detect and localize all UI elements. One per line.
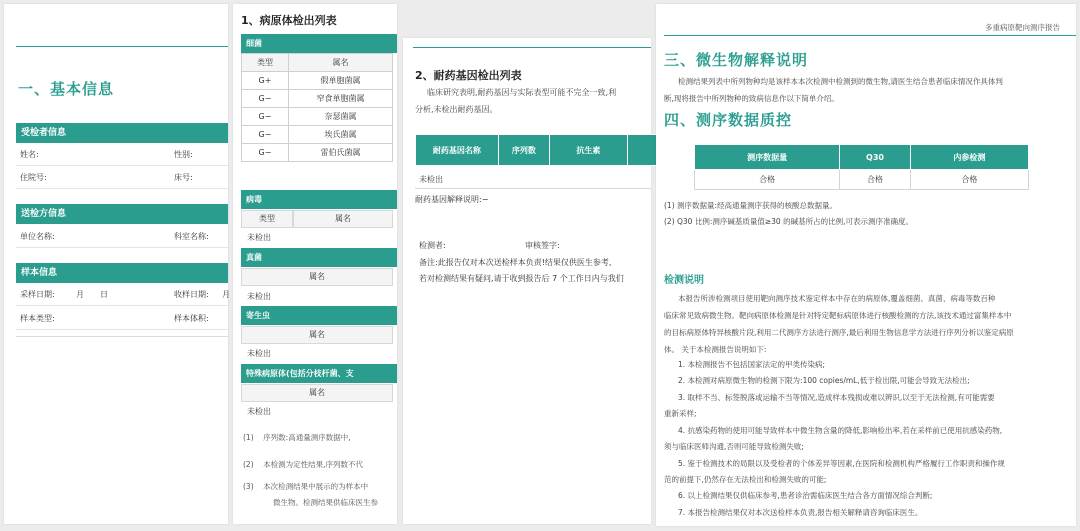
sample-info-bar: 样本信息 bbox=[16, 263, 228, 283]
bacteria-type-cell: G− bbox=[242, 126, 289, 144]
report-page-basic-info bbox=[4, 4, 228, 524]
bacteria-type-cell: G+ bbox=[242, 72, 289, 90]
collect-day: 日 bbox=[100, 290, 108, 299]
qc-value-cell: 合格 bbox=[840, 170, 911, 190]
method-line: 1. 本检测报告不包括国家法定的甲类传染病; bbox=[678, 360, 826, 369]
resistance-para-1: 临床研究表明,耐药基因与实际表型可能不完全一致,利 bbox=[427, 88, 617, 97]
qc-col-internal-control: 内参检测 bbox=[910, 145, 1028, 170]
method-line: 临床常见致病微生物。靶向病原体检测是针对特定靶标病原体进行核酸检测的方法,该技术通过富集样本中 bbox=[664, 311, 1012, 320]
note-1 bbox=[243, 432, 351, 443]
section-title-microbe-explanation: 三、微生物解释说明 bbox=[664, 51, 809, 69]
microbe-para-1: 检测结果列表中所列物种均是该样本本次检测中检测到的微生物,请医生结合患者临床情况作具体判 bbox=[678, 77, 1003, 86]
resistance-none: 未检出 bbox=[419, 175, 443, 184]
qc-col-data-volume: 测序数据量 bbox=[695, 145, 840, 170]
bacteria-genus-cell: 埃氏菌属 bbox=[289, 126, 393, 144]
special-none: 未检出 bbox=[247, 407, 271, 416]
method-line: 须与临床医师沟通,否则可能导致检测失败; bbox=[664, 442, 804, 451]
bacteria-type-cell: G− bbox=[242, 90, 289, 108]
bacteria-genus-cell: 假单胞菌属 bbox=[289, 72, 393, 90]
qc-header-row bbox=[695, 145, 1029, 170]
report-header-title: 多重病原靶向测序报告 bbox=[985, 23, 1060, 32]
method-line: 6. 以上检测结果仅供临床参考,患者诊治需临床医生结合各方面情况综合判断; bbox=[678, 491, 933, 500]
qc-value-cell: 合格 bbox=[910, 170, 1028, 190]
table-row bbox=[242, 144, 393, 162]
unit-row bbox=[16, 227, 228, 248]
method-line: 7. 本报告检测结果仅对本次送检样本负责,报告相关解释请咨询临床医生。 bbox=[678, 508, 923, 517]
bacteria-col-genus: 属名 bbox=[289, 54, 393, 72]
note-number: (2) bbox=[243, 460, 254, 469]
bacteria-table-header-row bbox=[242, 54, 393, 72]
qc-table bbox=[694, 144, 1029, 190]
method-line: 3. 取样不当、标签脱落或运输不当等情况,造成样本残损或难以辨识,以至于无法检测,有可能需要 bbox=[678, 393, 995, 402]
collect-date-row bbox=[16, 285, 228, 306]
special-pathogen-header: 特殊病原体(包括分枝杆菌、支 bbox=[241, 364, 397, 383]
method-line: 体。 关于本检测报告说明如下: bbox=[664, 345, 767, 354]
method-line: 重新采样; bbox=[664, 409, 697, 418]
inpatient-label: 住院号: bbox=[20, 173, 47, 182]
qc-note-1: (1) 测序数据量:经高通量测序获得的核酸总数据量。 bbox=[664, 201, 838, 210]
table-row bbox=[242, 108, 393, 126]
sample-type-row bbox=[16, 309, 228, 330]
dept-label: 科室名称: bbox=[174, 232, 209, 241]
collect-month: 月 bbox=[76, 290, 84, 299]
bacteria-genus-cell: 窄食单胞菌属 bbox=[289, 90, 393, 108]
section-title-qc: 四、测序数据质控 bbox=[664, 111, 793, 129]
fungi-header: 真菌 bbox=[241, 248, 397, 267]
remark-line-1: 备注:此报告仅对本次送检样本负责!结果仅供医生参考, bbox=[419, 258, 612, 267]
note-text: 序列数:高通量测序数据中, bbox=[263, 433, 351, 442]
microbe-para-2: 断,现将报告中所列物种的致病信息作以下简单介绍。 bbox=[664, 94, 839, 103]
bacteria-genus-cell: 奈瑟菌属 bbox=[289, 108, 393, 126]
resistance-gene-table bbox=[415, 134, 659, 166]
method-line: 本报告所涉检测项目使用靶向测序技术鉴定样本中存在的病原体,覆盖细菌、真菌、病毒等数百种 bbox=[678, 294, 996, 303]
method-line: 的目标病原体特异核酸片段,利用二代测序方法进行测序,最后利用生物信息学方法进行序列分析以鉴定病原 bbox=[664, 328, 1014, 337]
table-bottom-line bbox=[415, 188, 651, 189]
table-row bbox=[242, 72, 393, 90]
resistance-table-header bbox=[416, 135, 659, 166]
section-title-basic-info: 一、基本信息 bbox=[18, 80, 115, 98]
method-line: 2. 本检测对病原微生物的检测下限为:100 copies/mL,低于检出限,可能会导致无法检出; bbox=[678, 376, 970, 385]
table-row bbox=[695, 170, 1029, 190]
bed-label: 床号: bbox=[174, 173, 193, 182]
virus-col-type: 类型 bbox=[241, 210, 293, 228]
special-col-genus: 属名 bbox=[241, 384, 393, 402]
method-line: 5. 鉴于检测技术的局限以及受检者的个体差异等因素,在医院和检测机构严格履行工作职责和操作规 bbox=[678, 459, 1005, 468]
col-extra bbox=[627, 135, 658, 166]
table-row bbox=[242, 126, 393, 144]
sample-type-label: 样本类型: bbox=[20, 314, 55, 323]
bacteria-col-type: 类型 bbox=[242, 54, 289, 72]
sample-volume-label: 样本体积: bbox=[174, 314, 209, 323]
tester-label: 检测者: bbox=[419, 241, 446, 250]
unit-label: 单位名称: bbox=[20, 232, 55, 241]
header-rule bbox=[664, 35, 1076, 36]
receive-date-tail: 月 bbox=[222, 290, 230, 299]
virus-col-genus: 属名 bbox=[293, 210, 393, 228]
submitter-info-bar: 送检方信息 bbox=[16, 204, 228, 224]
fungi-none: 未检出 bbox=[247, 292, 271, 301]
parasite-none: 未检出 bbox=[247, 349, 271, 358]
note-text: 本检测为定性结果,序列数不代 bbox=[263, 460, 364, 469]
bottom-divider bbox=[16, 336, 228, 337]
col-antibiotic: 抗生素 bbox=[550, 135, 628, 166]
receive-date-label: 收样日期: bbox=[174, 290, 209, 299]
note-3 bbox=[243, 481, 368, 492]
bacteria-header: 细菌 bbox=[241, 34, 397, 53]
resistance-explain: 耐药基因解释说明:− bbox=[415, 195, 489, 204]
resistance-para-2: 分析,未检出耐药基因。 bbox=[415, 105, 498, 114]
report-page-interpretation bbox=[656, 4, 1076, 526]
virus-header: 病毒 bbox=[241, 190, 397, 209]
note-2 bbox=[243, 459, 363, 470]
patient-info-bar: 受检者信息 bbox=[16, 123, 228, 143]
qc-value-cell: 合格 bbox=[695, 170, 840, 190]
note-text: 微生物。检测结果供临床医生参 bbox=[273, 498, 378, 507]
remark-line-2: 若对检测结果有疑问,请于收到报告后 7 个工作日内与我们 bbox=[419, 274, 624, 283]
bacteria-type-cell: G− bbox=[242, 108, 289, 126]
bacteria-table bbox=[241, 53, 393, 162]
sex-label: 性别: bbox=[174, 150, 193, 159]
reviewer-label: 审核签字: bbox=[525, 241, 560, 250]
collect-date-label: 采样日期: bbox=[20, 290, 55, 299]
col-gene-name: 耐药基因名称 bbox=[416, 135, 499, 166]
note-3-continued bbox=[273, 497, 378, 508]
bacteria-genus-cell: 雷伯氏菌属 bbox=[289, 144, 393, 162]
pathogen-list-title: 1、病原体检出列表 bbox=[241, 14, 337, 27]
patient-name-row bbox=[16, 145, 228, 166]
method-line: 范的前提下,仍然存在无法检出和检测失败的可能; bbox=[664, 475, 827, 484]
report-page-pathogen-list bbox=[233, 4, 397, 524]
virus-none: 未检出 bbox=[247, 233, 271, 242]
fungi-col-genus: 属名 bbox=[241, 268, 393, 286]
header-rule bbox=[413, 47, 651, 48]
bacteria-type-cell: G− bbox=[242, 144, 289, 162]
note-number: (1) bbox=[243, 433, 254, 442]
note-number: (3) bbox=[243, 482, 254, 491]
col-read-count: 序列数 bbox=[498, 135, 549, 166]
inpatient-row bbox=[16, 168, 228, 189]
name-label: 姓名: bbox=[20, 150, 39, 159]
table-row bbox=[242, 90, 393, 108]
resistance-gene-title: 2、耐药基因检出列表 bbox=[415, 69, 522, 82]
method-title: 检测说明 bbox=[664, 275, 704, 286]
parasite-header: 寄生虫 bbox=[241, 306, 397, 325]
note-text: 本次检测结果中展示的为样本中 bbox=[263, 482, 369, 491]
qc-col-q30: Q30 bbox=[840, 145, 911, 170]
qc-note-2: (2) Q30 比例:测序碱基质量值≥30 的碱基所占的比例,可表示测序准确度。 bbox=[664, 217, 913, 226]
header-rule bbox=[16, 46, 228, 47]
method-line: 4. 抗感染药物的使用可能导致样本中微生物含量的降低,影响检出率,若在采样前已使用抗感染药物, bbox=[678, 426, 1003, 435]
report-page-resistance-genes bbox=[403, 38, 651, 524]
parasite-col-genus: 属名 bbox=[241, 326, 393, 344]
